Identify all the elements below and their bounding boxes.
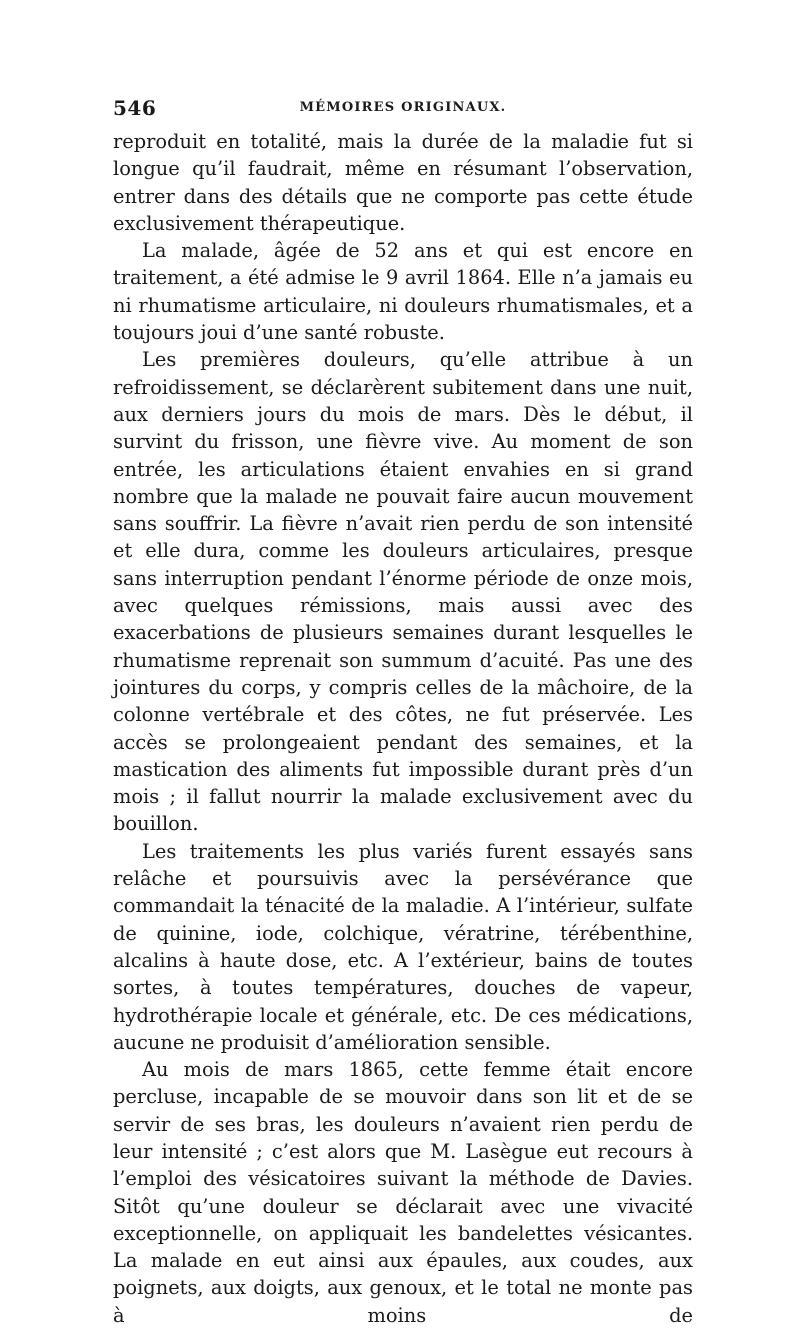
page-number: 546	[113, 96, 157, 120]
paragraph: Au mois de mars 1865, cette femme était encore percluse, incapable de se mouvoir dans son lit et de se servir de ses bras, les douleurs n’avaient rien perdu de leur intensité ; c’est alors que M. Lasègue eut recours à l’emploi des vésicatoires suivant la méthode de Davies. Sitôt qu’une douleur se déclarait avec une vivacité exceptionnelle, on appliquait les bandelettes vésicantes. La malade en eut ainsi aux épaules, aux coudes, aux poignets, aux doigts, aux genoux, et le total ne monte pas à moins de	[113, 1058, 693, 1327]
book-page	[113, 96, 693, 1329]
paragraph: Les premières douleurs, qu’elle attribue à un refroidissement, se déclarèrent subitement dans une nuit, aux derniers jours du mois de mars. Dès le début, il survint du frisson, une fièvre vive. Au moment de son entrée, les articulations étaient envahies en si grand nombre que la malade ne pouvait faire aucun mouvement sans souffrir. La fièvre n’avait rien perdu de son intensité et elle dura, comme les douleurs articulaires, presque sans interruption pendant l’énorme période de onze mois, avec quelques rémissions, mais aussi avec des exacerbations de plusieurs semaines durant lesquelles le rhumatisme reprenait son summum d’acuité. Pas une des jointures du corps, y compris celles de la mâchoire, de la colonne vertébrale et des côtes, ne fut préservée. Les accès se prolongeaient pendant des semaines, et la mastication des aliments fut impossible durant près d’un mois ; il fallut nourrir la malade exclusivement avec du bouillon.	[113, 348, 693, 836]
paragraph: reproduit en totalité, mais la durée de la maladie fut si longue qu’il faudrait, même en résumant l’observation, entrer dans des détails que ne comporte pas cette étude exclusivement thérapeutique.	[113, 130, 693, 235]
paragraph: Les traitements les plus variés furent essayés sans relâche et poursuivis avec la persévérance que commandait la ténacité de la maladie. A l’intérieur, sulfate de quinine, iode, colchique, vératrine, térébenthine, alcalins à haute dose, etc. A l’extérieur, bains de toutes sortes, à toutes températures, douches de vapeur, hydrothérapie locale et générale, etc. De ces médications, aucune ne produisit d’amélioration sensible.	[113, 839, 693, 1054]
body-text	[113, 128, 693, 1329]
running-title: MÉMOIRES ORIGINAUX.	[299, 100, 507, 115]
page-header	[113, 96, 693, 126]
paragraph: La malade, âgée de 52 ans et qui est encore en traitement, a été admise le 9 avril 1864. Elle n’a jamais eu ni rhumatisme articulaire, ni douleurs rhumatismales, et a toujours joui d’une santé robuste.	[113, 239, 693, 345]
